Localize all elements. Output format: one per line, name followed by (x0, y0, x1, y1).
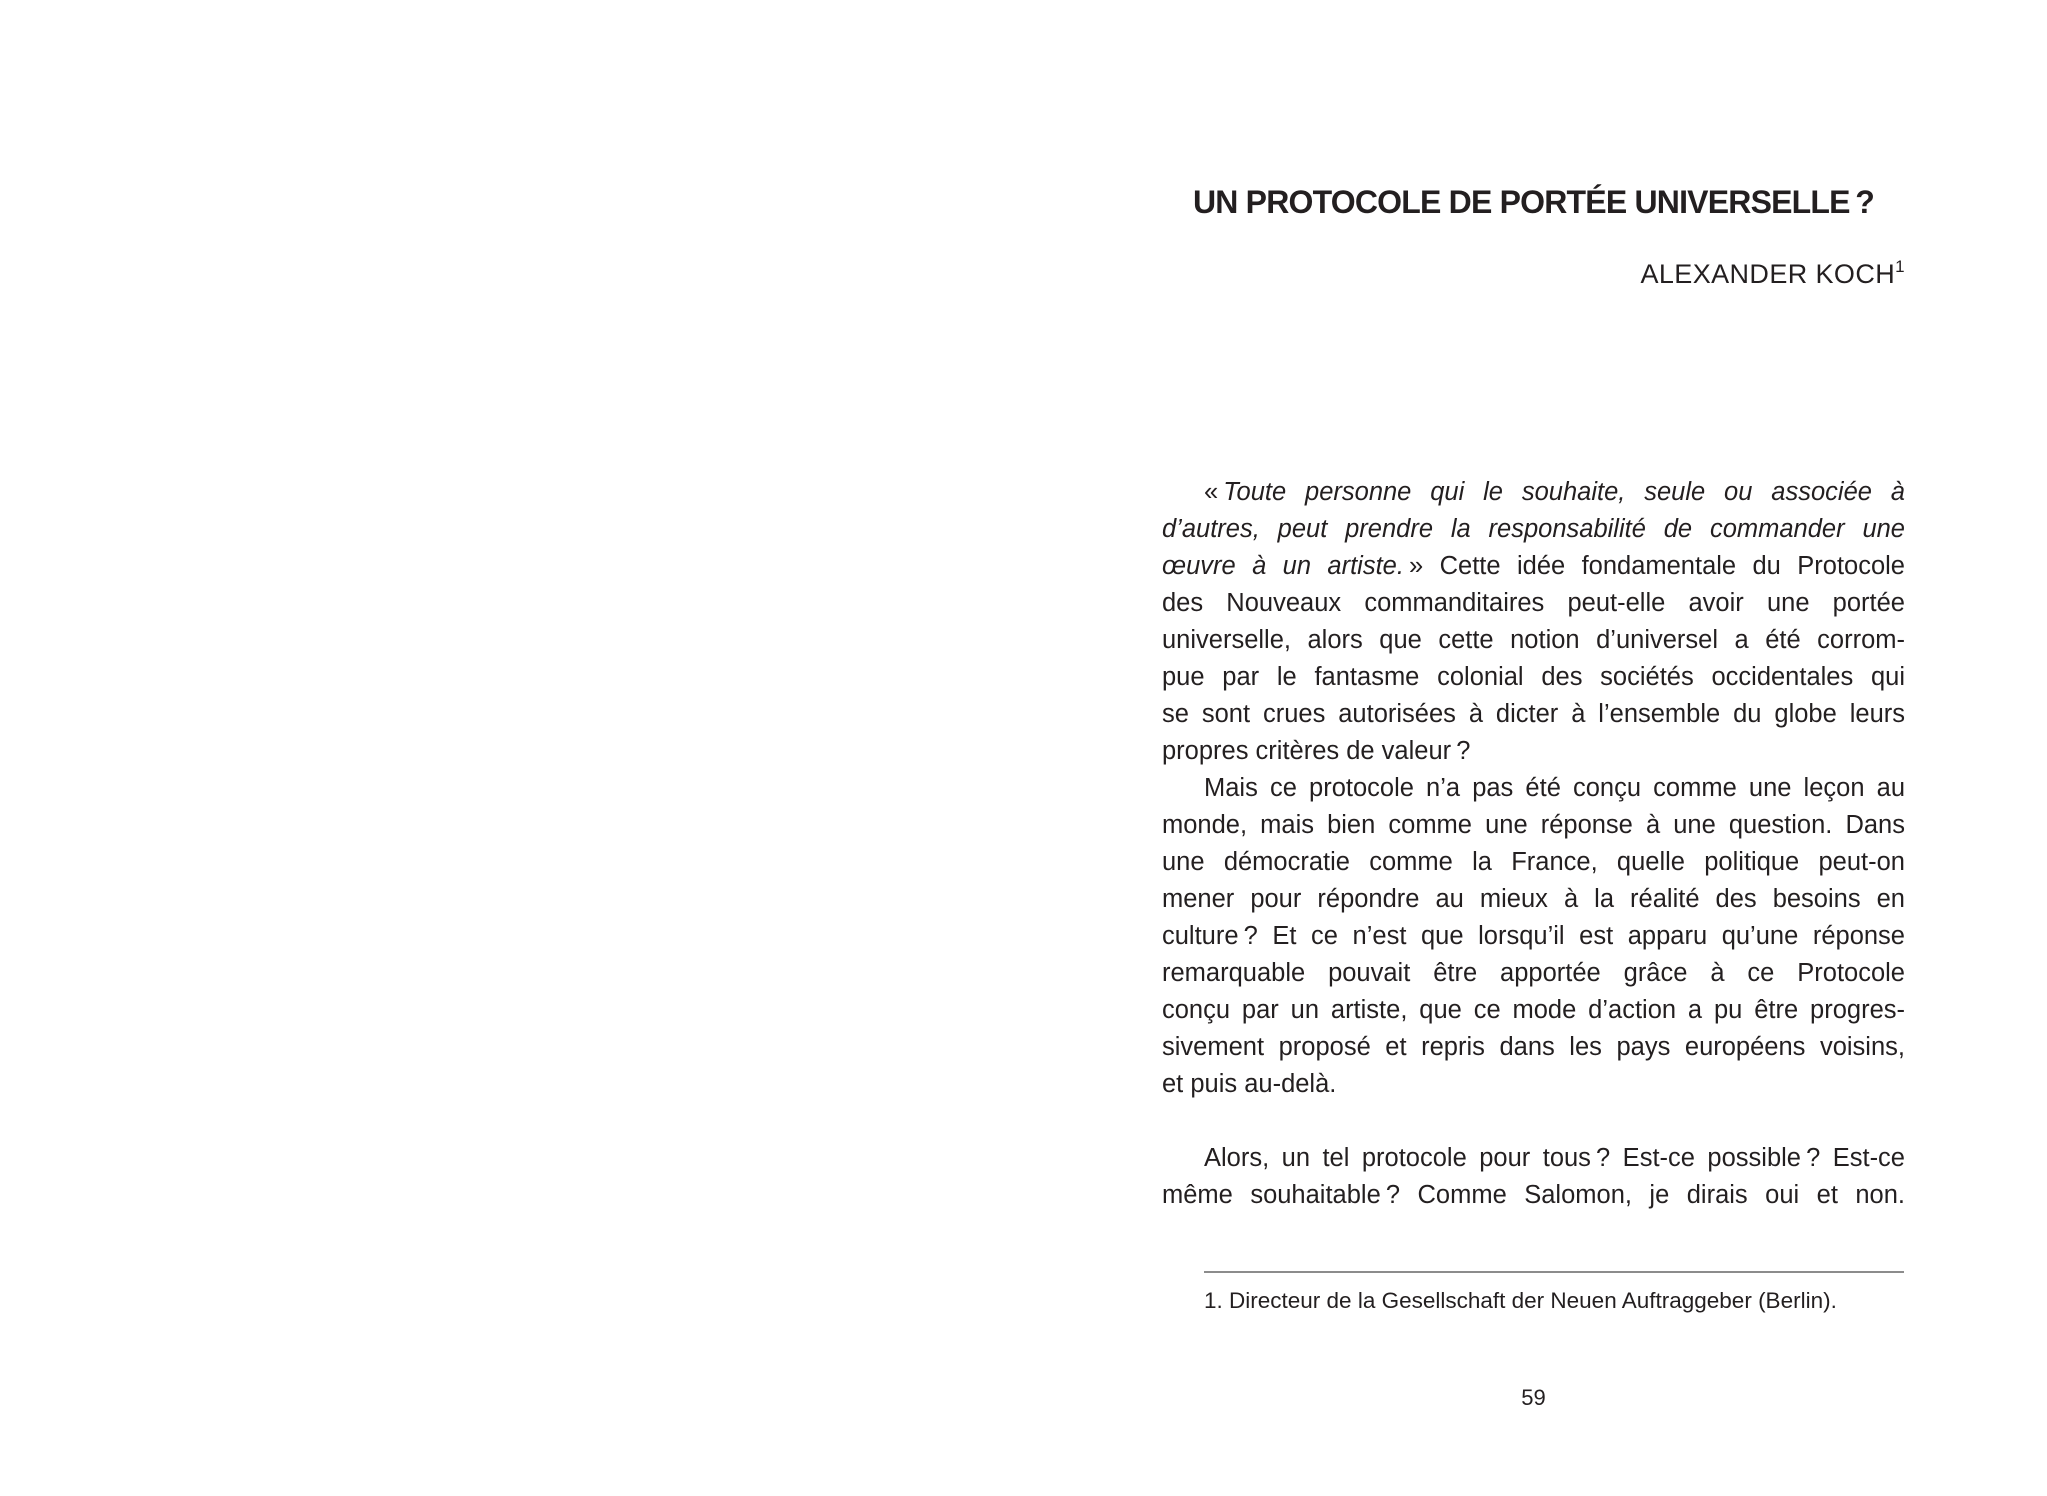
text-line (1162, 770, 1905, 807)
page-number: 59 (1521, 1385, 1546, 1410)
text-line (1162, 622, 1905, 659)
text-line (1162, 696, 1905, 733)
text-segment: » Cette idée fondamentale du Protocole (1403, 552, 1905, 580)
text-line (1162, 733, 1905, 770)
quote-italic-segment: œuvre à un artiste. (1162, 552, 1404, 580)
text-segment: remarquable pouvait être apportée grâce à ce Protocole (1162, 959, 1905, 987)
text-segment: universelle, alors que cette notion d’universel a été corrom- (1162, 626, 1905, 654)
text-segment: sivement proposé et repris dans les pays européens voisins, (1162, 1033, 1905, 1061)
text-segment: conçu par un artiste, que ce mode d’action a pu être progres- (1162, 996, 1905, 1024)
paragraph (1162, 1140, 1905, 1214)
text-segment: culture ? Et ce n’est que lorsqu’il est apparu qu’une réponse (1162, 922, 1905, 950)
body-text (1162, 474, 1905, 1214)
text-segment: propres critères de valeur ? (1162, 737, 1471, 765)
text-segment: se sont crues autorisées à dicter à l’ensemble du globe leurs (1162, 700, 1905, 728)
text-line (1162, 992, 1905, 1029)
text-segment: monde, mais bien comme une réponse à une question. Dans (1162, 811, 1905, 839)
text-line (1162, 548, 1905, 585)
text-line (1162, 955, 1905, 992)
text-line (1162, 918, 1905, 955)
paragraph (1162, 474, 1905, 770)
text-line (1162, 511, 1905, 548)
author-name: ALEXANDER KOCH (1640, 259, 1896, 289)
quote-italic-segment: d’autres, peut prendre la responsabilité de commander une (1162, 515, 1905, 543)
text-segment: et puis au-delà. (1162, 1070, 1337, 1098)
text-segment: une démocratie comme la France, quelle politique peut-on (1162, 848, 1905, 876)
text-segment: Alors, un tel protocole pour tous ? Est-ce possible ? Est-ce (1204, 1144, 1905, 1172)
text-line (1162, 1029, 1905, 1066)
text-line (1162, 585, 1905, 622)
text-line (1162, 807, 1905, 844)
quote-italic-segment: Toute personne qui le souhaite, seule ou associée à (1223, 478, 1905, 506)
text-line (1162, 659, 1905, 696)
text-line (1162, 1140, 1905, 1177)
author-footnote-ref: 1 (1895, 257, 1905, 276)
footnote-text: 1. Directeur de la Gesellschaft der Neuen Auftraggeber (Berlin). (1204, 1288, 1837, 1313)
text-line (1162, 1066, 1905, 1103)
text-segment: « (1204, 478, 1224, 506)
text-segment: même souhaitable ? Comme Salomon, je dirais oui et non. (1162, 1181, 1905, 1209)
author-line (1162, 257, 1905, 289)
text-segment: pue par le fantasme colonial des sociétés occidentales qui (1162, 663, 1905, 691)
text-line (1162, 1177, 1905, 1214)
footnote (1204, 1271, 1904, 1315)
page-content (1162, 0, 1905, 1496)
text-segment: mener pour répondre au mieux à la réalité des besoins en (1162, 885, 1905, 913)
page-title: UN PROTOCOLE DE PORTÉE UNIVERSELLE ? (1192, 184, 1875, 220)
text-line (1162, 844, 1905, 881)
paragraph (1162, 770, 1905, 1103)
text-segment: des Nouveaux commanditaires peut-elle avoir une portée (1162, 589, 1905, 617)
text-line (1162, 474, 1905, 511)
text-line (1162, 881, 1905, 918)
text-segment: Mais ce protocole n’a pas été conçu comme une leçon au (1204, 774, 1905, 802)
